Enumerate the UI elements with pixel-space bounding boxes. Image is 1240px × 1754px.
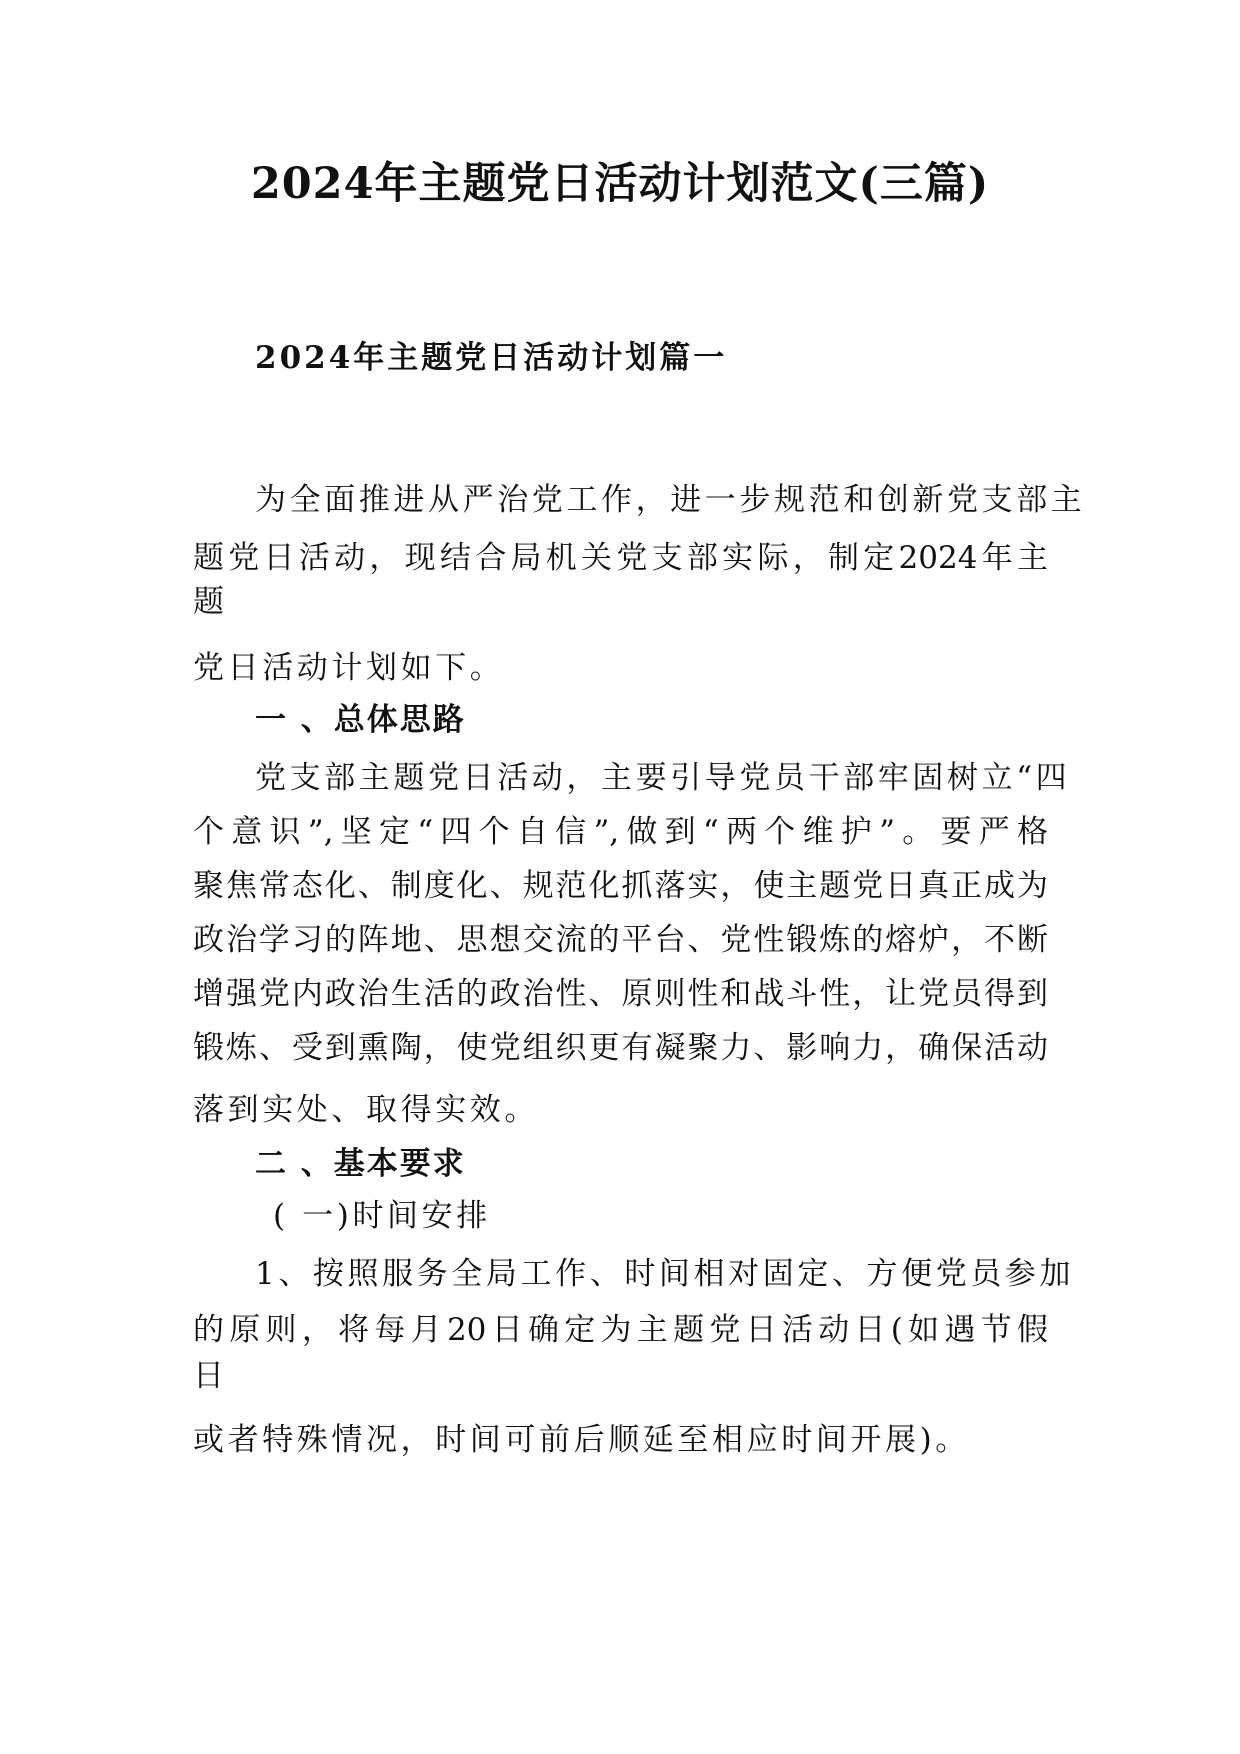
- section-heading-overall-idea: 一 、总体思路: [255, 702, 466, 738]
- section-subtitle: 2024年主题党日活动计划篇一: [255, 340, 728, 376]
- intro-line-3: 题: [193, 584, 228, 620]
- section1-line-4: 政治学习的阵地、思想交流的平台、党性锻炼的熔炉，不断: [193, 922, 1048, 958]
- section1-line-3: 聚焦常态化、制度化、规范化抓落实，使主题党日真正成为: [193, 868, 1048, 904]
- item1-line-1: 1、按照服务全局工作、时间相对固定、方便党员参加: [255, 1256, 1075, 1292]
- intro-line-1: 为全面推进从严治党工作，进一步规范和创新党支部主: [255, 482, 1086, 518]
- section1-line-2: 个意识”,坚定“四个自信”,做到“两个维护”。要严格: [193, 814, 1048, 850]
- item1-line-4: 或者特殊情况，时间可前后顺延至相应时间开展)。: [193, 1422, 970, 1458]
- item1-line-2: 的原则，将每月20日确定为主题党日活动日(如遇节假: [193, 1312, 1048, 1348]
- section1-line-1: 党支部主题党日活动，主要引导党员干部牢固树立“四: [255, 760, 1071, 796]
- document-title: 2024年主题党日活动计划范文(三篇): [250, 159, 990, 209]
- intro-line-4: 党日活动计划如下。: [193, 650, 505, 686]
- intro-line-2: 题党日活动，现结合局机关党支部实际，制定2024年主: [193, 540, 1048, 576]
- section1-line-6: 锻炼、受到熏陶，使党组织更有凝聚力、影响力，确保活动: [193, 1030, 1048, 1066]
- section-heading-basic-requirements: 二 、基本要求: [255, 1146, 466, 1182]
- item1-line-3: 日: [193, 1358, 228, 1394]
- section1-line-5: 增强党内政治生活的政治性、原则性和战斗性，让党员得到: [193, 976, 1048, 1012]
- section1-line-7: 落到实处、取得实效。: [193, 1092, 539, 1128]
- subsection-heading-schedule: ( 一)时间安排: [273, 1198, 491, 1234]
